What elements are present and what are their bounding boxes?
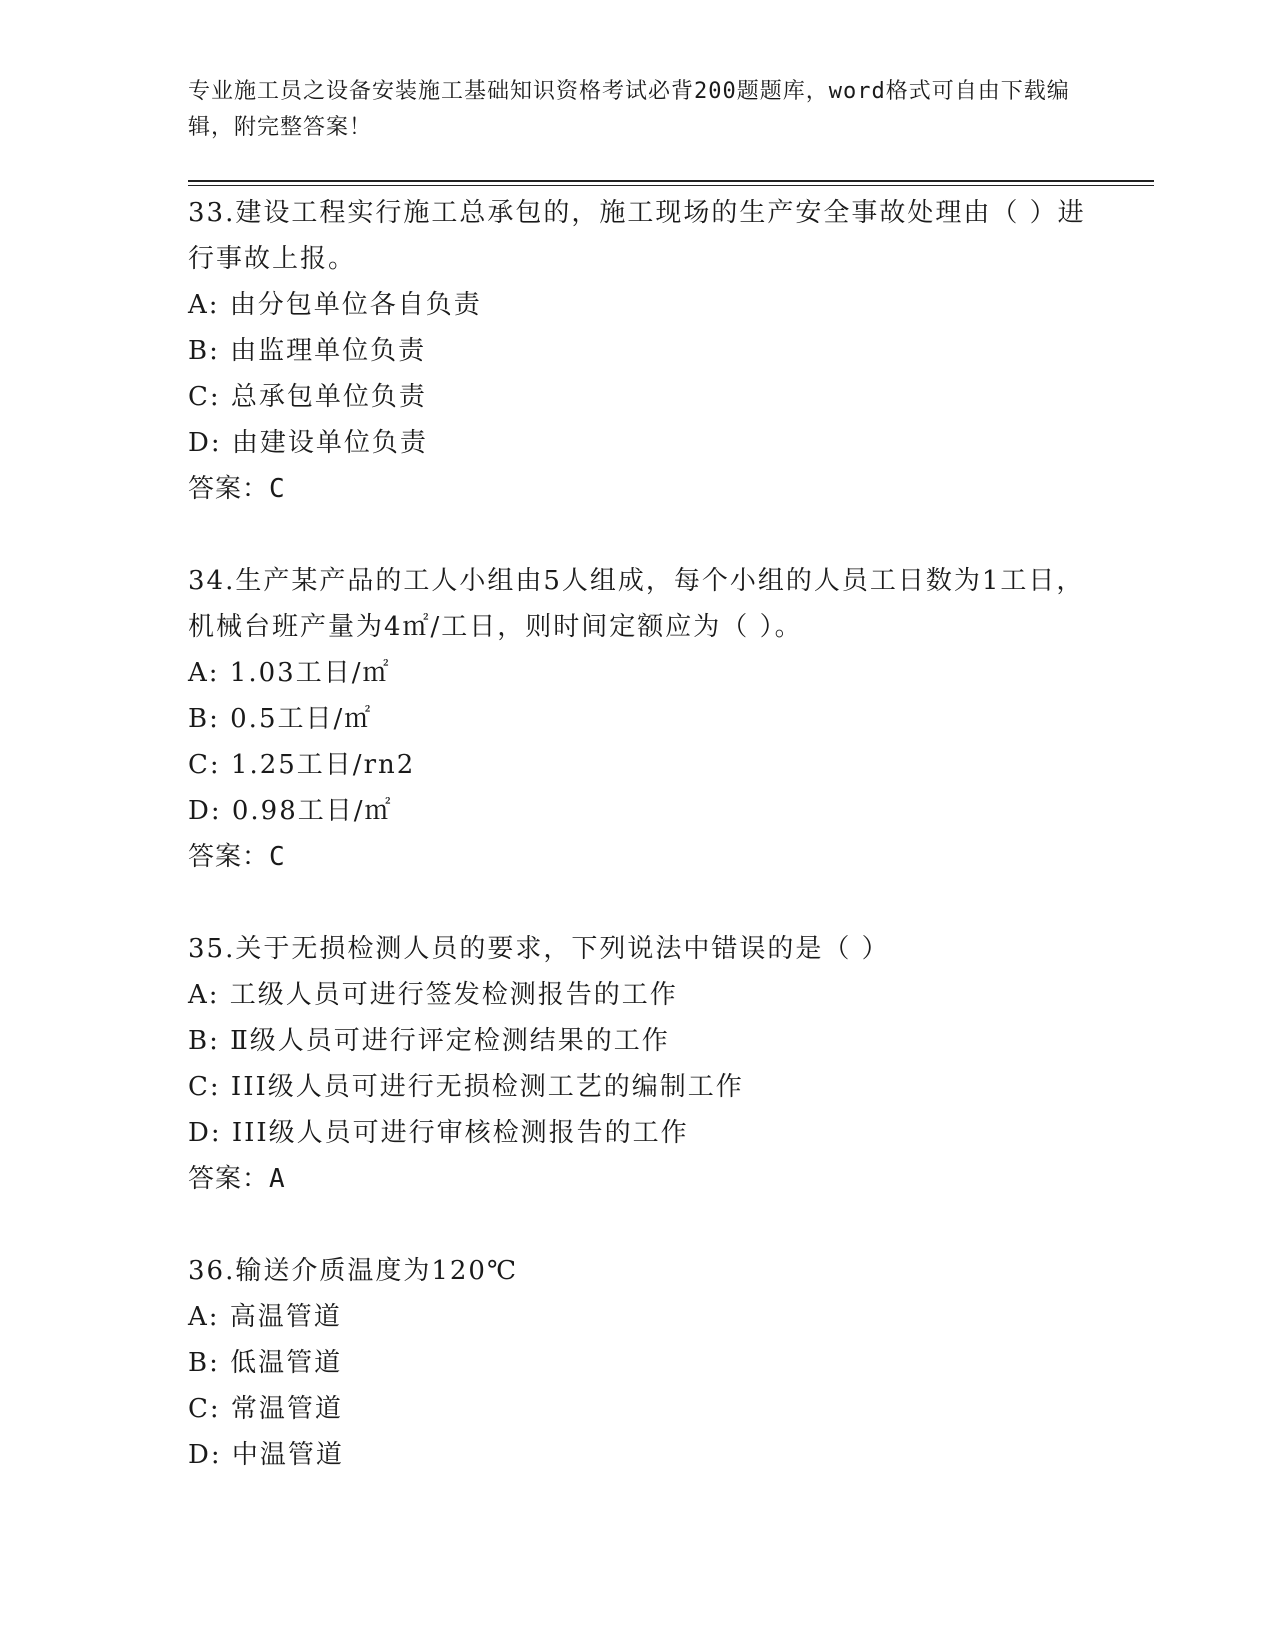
option-b: B: Ⅱ级人员可进行评定检测结果的工作: [188, 1026, 670, 1056]
document-header: 专业施工员之设备安装施工基础知识资格考试必背200题题库，word格式可自由下载编辑，附完整答案！: [188, 79, 1070, 140]
option-a: A: 1.03工日/㎡: [188, 658, 391, 688]
option-a: A: 高温管道: [188, 1302, 342, 1332]
option-a: A: 由分包单位各自负责: [188, 290, 482, 320]
question-stem: 35.关于无损检测人员的要求，下列说法中错误的是（ ）: [188, 934, 890, 964]
answer-line: 答案：A: [188, 1164, 286, 1194]
header-divider: [188, 180, 1154, 182]
option-d: D: III级人员可进行审核检测报告的工作: [188, 1118, 689, 1148]
question-stem: 34.生产某产品的工人小组由5人组成，每个小组的人员工日数为1工日，机械台班产量为4㎡/工日，则时间定额应为（ ）。: [188, 566, 1085, 642]
option-d: D: 0.98工日/㎡: [188, 796, 393, 826]
question-36: [188, 1248, 1088, 1478]
question-34: [188, 558, 1088, 880]
answer-line: 答案：C: [188, 474, 286, 504]
option-b: B: 0.5工日/㎡: [188, 704, 373, 734]
option-b: B: 低温管道: [188, 1348, 343, 1378]
question-35: [188, 926, 1088, 1202]
option-c: C: III级人员可进行无损检测工艺的编制工作: [188, 1072, 744, 1102]
option-d: D: 由建设单位负责: [188, 428, 428, 458]
option-b: B: 由监理单位负责: [188, 336, 427, 366]
option-c: C: 1.25工日/rn2: [188, 750, 416, 780]
question-stem: 36.输送介质温度为120℃: [188, 1256, 519, 1286]
question-33: [188, 190, 1088, 512]
option-d: D: 中温管道: [188, 1440, 344, 1470]
question-list: [188, 190, 1088, 1524]
option-c: C: 常温管道: [188, 1394, 343, 1424]
answer-line: 答案：C: [188, 842, 286, 872]
option-c: C: 总承包单位负责: [188, 382, 427, 412]
option-a: A: 工级人员可进行签发检测报告的工作: [188, 980, 678, 1010]
question-stem: 33.建设工程实行施工总承包的，施工现场的生产安全事故处理由（ ）进行事故上报。: [188, 198, 1086, 274]
header-divider-thin: [188, 185, 1154, 186]
